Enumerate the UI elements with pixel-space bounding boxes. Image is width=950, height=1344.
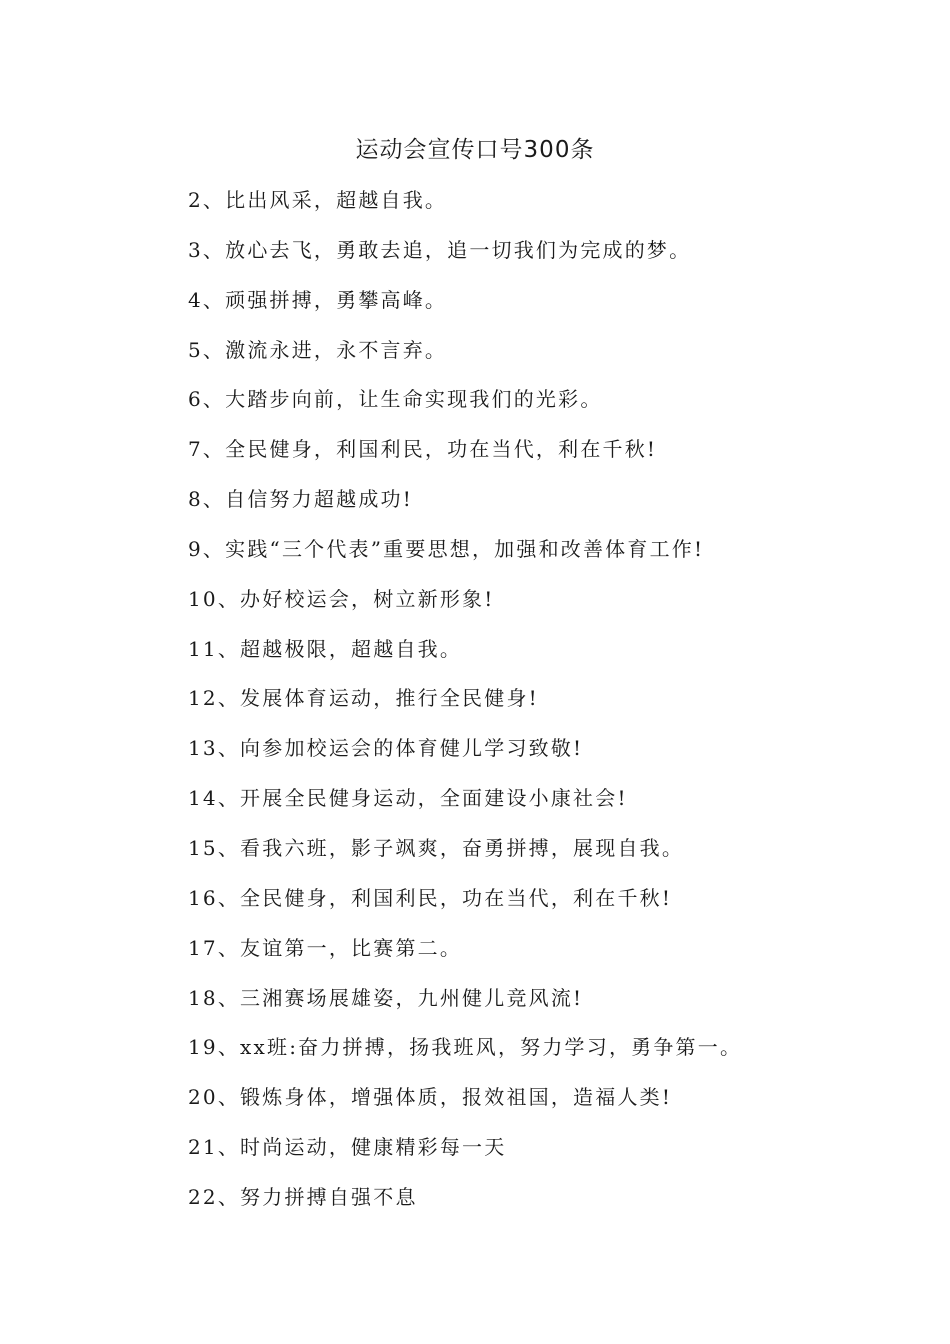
slogan-item: 14、开展全民健身运动，全面建设小康社会! [188, 786, 628, 811]
slogan-item: 20、锻炼身体，增强体质，报效祖国，造福人类! [188, 1085, 673, 1110]
slogan-item: 4、顽强拼搏，勇攀高峰。 [188, 287, 448, 312]
slogan-item: 7、全民健身，利国利民，功在当代，利在千秋! [188, 437, 658, 462]
document-title: 运动会宣传口号300条 [355, 137, 595, 163]
slogan-item: 9、实践“三个代表”重要思想，加强和改善体育工作! [188, 536, 705, 561]
slogan-item: 11、超越极限，超越自我。 [188, 636, 463, 661]
slogan-item: 21、时尚运动，健康精彩每一天 [188, 1135, 507, 1160]
slogan-item: 6、大踏步向前，让生命实现我们的光彩。 [188, 387, 603, 412]
slogan-list [188, 182, 888, 1229]
slogan-item: 18、三湘赛场展雄姿，九州健儿竞风流! [188, 985, 584, 1010]
slogan-item: 3、放心去飞，勇敢去追，追一切我们为完成的梦。 [188, 237, 692, 262]
slogan-item: 5、激流永进，永不言弃。 [188, 337, 448, 362]
slogan-item: 2、比出风采，超越自我。 [188, 188, 448, 212]
slogan-item: 12、发展体育运动，推行全民健身! [188, 686, 539, 711]
slogan-item: 19、xx班:奋力拼搏，扬我班风，努力学习，勇争第一。 [188, 1035, 743, 1060]
slogan-item: 8、自信努力超越成功! [188, 487, 413, 512]
slogan-item: 10、办好校运会，树立新形象! [188, 586, 495, 611]
slogan-item: 13、向参加校运会的体育健儿学习致敬! [188, 736, 584, 761]
slogan-item: 16、全民健身，利国利民，功在当代，利在千秋! [188, 885, 673, 910]
slogan-item: 15、看我六班，影子飒爽，奋勇拼搏，展现自我。 [188, 835, 685, 860]
slogan-item: 22、努力拼搏自强不息 [188, 1184, 418, 1209]
slogan-item: 17、友谊第一，比赛第二。 [188, 935, 463, 960]
